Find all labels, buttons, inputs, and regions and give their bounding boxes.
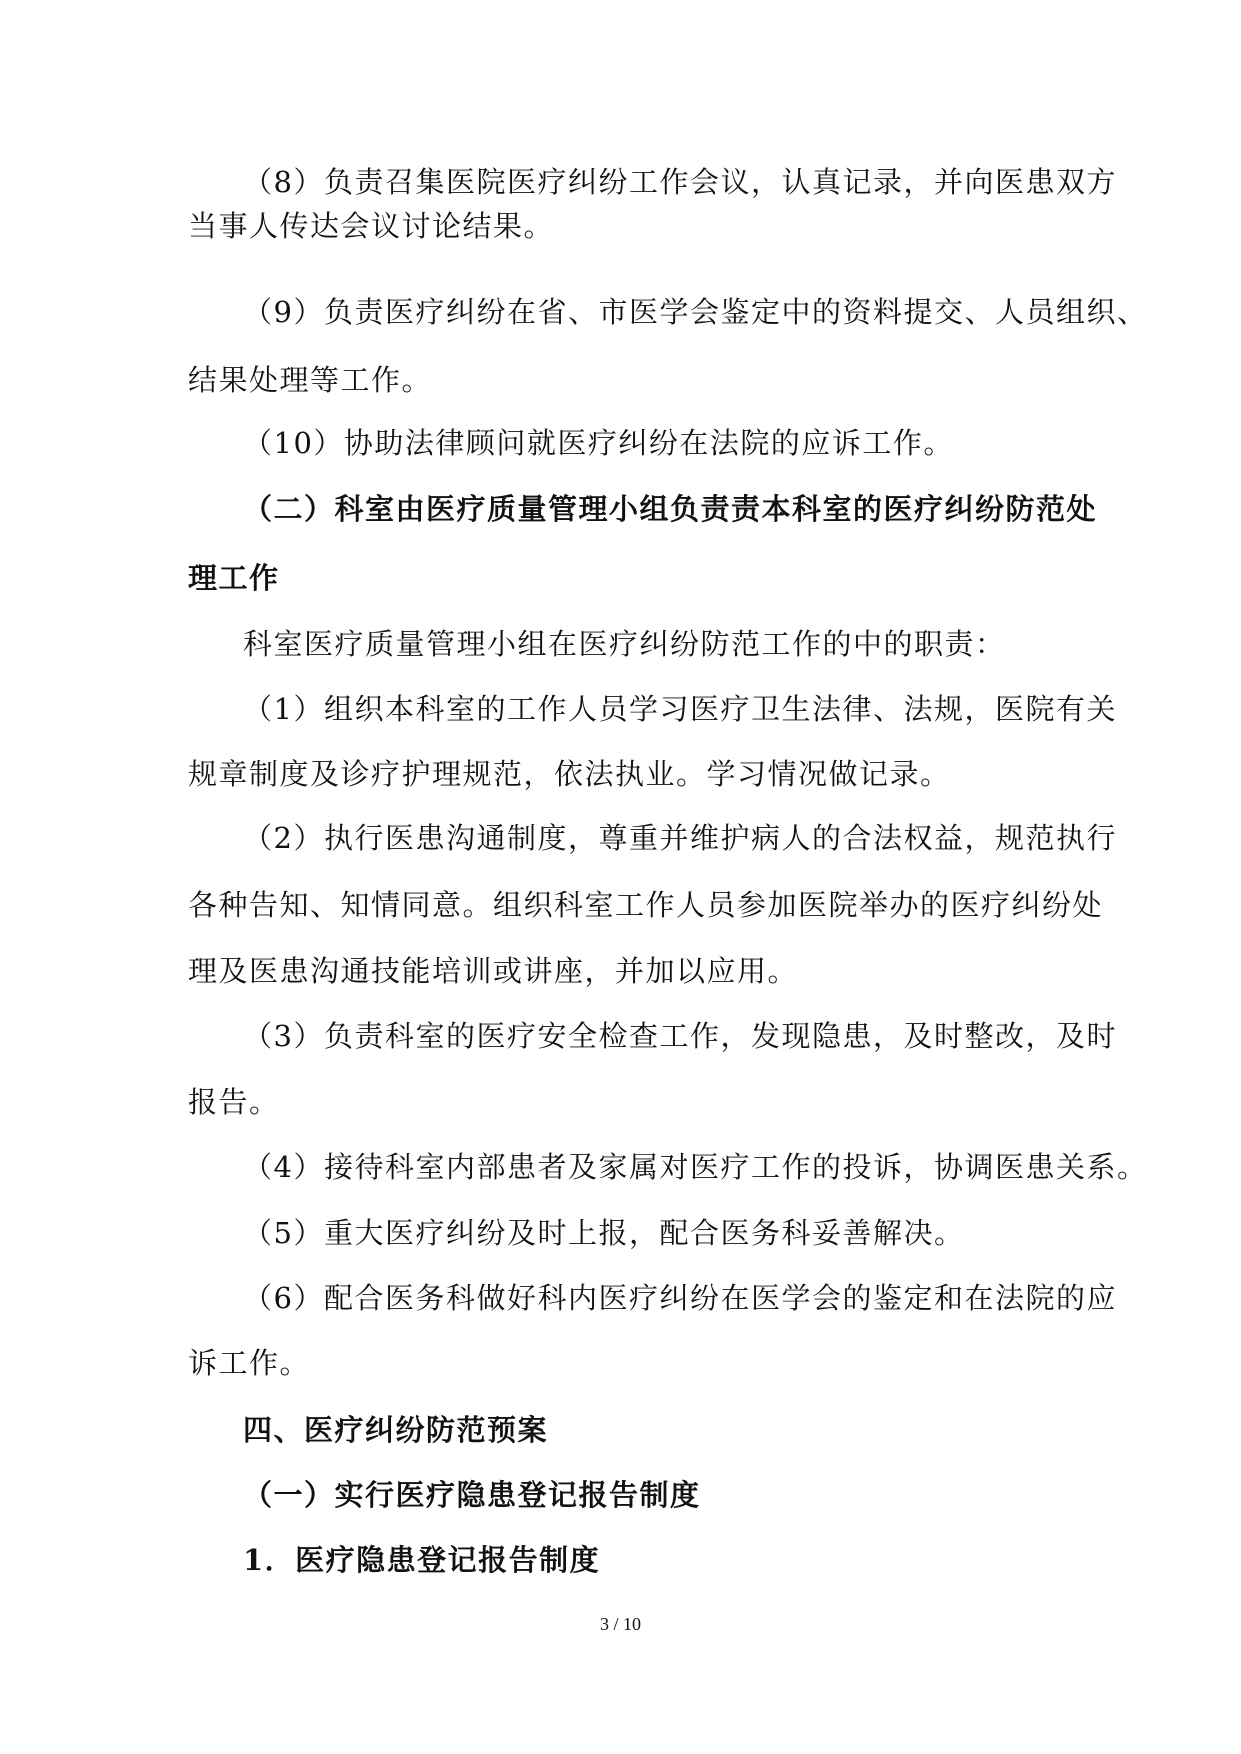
paragraph-line: 当事人传达会议讨论结果。	[188, 209, 555, 243]
paragraph-line: （6）配合医务科做好科内医疗纠纷在医学会的鉴定和在法院的应	[243, 1281, 1117, 1315]
paragraph-line: 规章制度及诊疗护理规范，依法执业。学习情况做记录。	[188, 757, 951, 791]
paragraph-line: 诉工作。	[188, 1346, 311, 1380]
paragraph-line: （3）负责科室的医疗安全检查工作，发现隐患，及时整改，及时	[243, 1019, 1117, 1053]
section-heading-line: （一）实行医疗隐患登记报告制度	[243, 1478, 701, 1512]
paragraph-line: 理及医患沟通技能培训或讲座，并加以应用。	[188, 954, 799, 988]
paragraph-line: 报告。	[188, 1085, 280, 1119]
section-heading-line: 1．医疗隐患登记报告制度	[243, 1543, 601, 1577]
page-number: 3 / 10	[599, 1614, 641, 1634]
section-heading-line: 理工作	[188, 561, 280, 595]
paragraph-line: 各种告知、知情同意。组织科室工作人员参加医院举办的医疗纠纷处	[188, 888, 1104, 922]
section-heading-line: （二）科室由医疗质量管理小组负责责本科室的医疗纠纷防范处	[243, 492, 1098, 526]
paragraph-line: （1）组织本科室的工作人员学习医疗卫生法律、法规，医院有关	[243, 692, 1117, 726]
section-heading-line: 四、医疗纠纷防范预案	[243, 1413, 549, 1447]
paragraph-line: （2）执行医患沟通制度，尊重并维护病人的合法权益，规范执行	[243, 821, 1117, 855]
paragraph-line: （4）接待科室内部患者及家属对医疗工作的投诉，协调医患关系。	[243, 1150, 1148, 1184]
paragraph-line: 结果处理等工作。	[188, 363, 433, 397]
paragraph-line: （8）负责召集医院医疗纠纷工作会议，认真记录，并向医患双方	[243, 165, 1117, 199]
paragraph-line: （9）负责医疗纠纷在省、市医学会鉴定中的资料提交、人员组织、	[243, 295, 1148, 329]
paragraph-line: （10）协助法律顾问就医疗纠纷在法院的应诉工作。	[243, 426, 954, 460]
paragraph-line: （5）重大医疗纠纷及时上报，配合医务科妥善解决。	[243, 1216, 965, 1250]
paragraph-line: 科室医疗质量管理小组在医疗纠纷防范工作的中的职责：	[243, 627, 1006, 661]
